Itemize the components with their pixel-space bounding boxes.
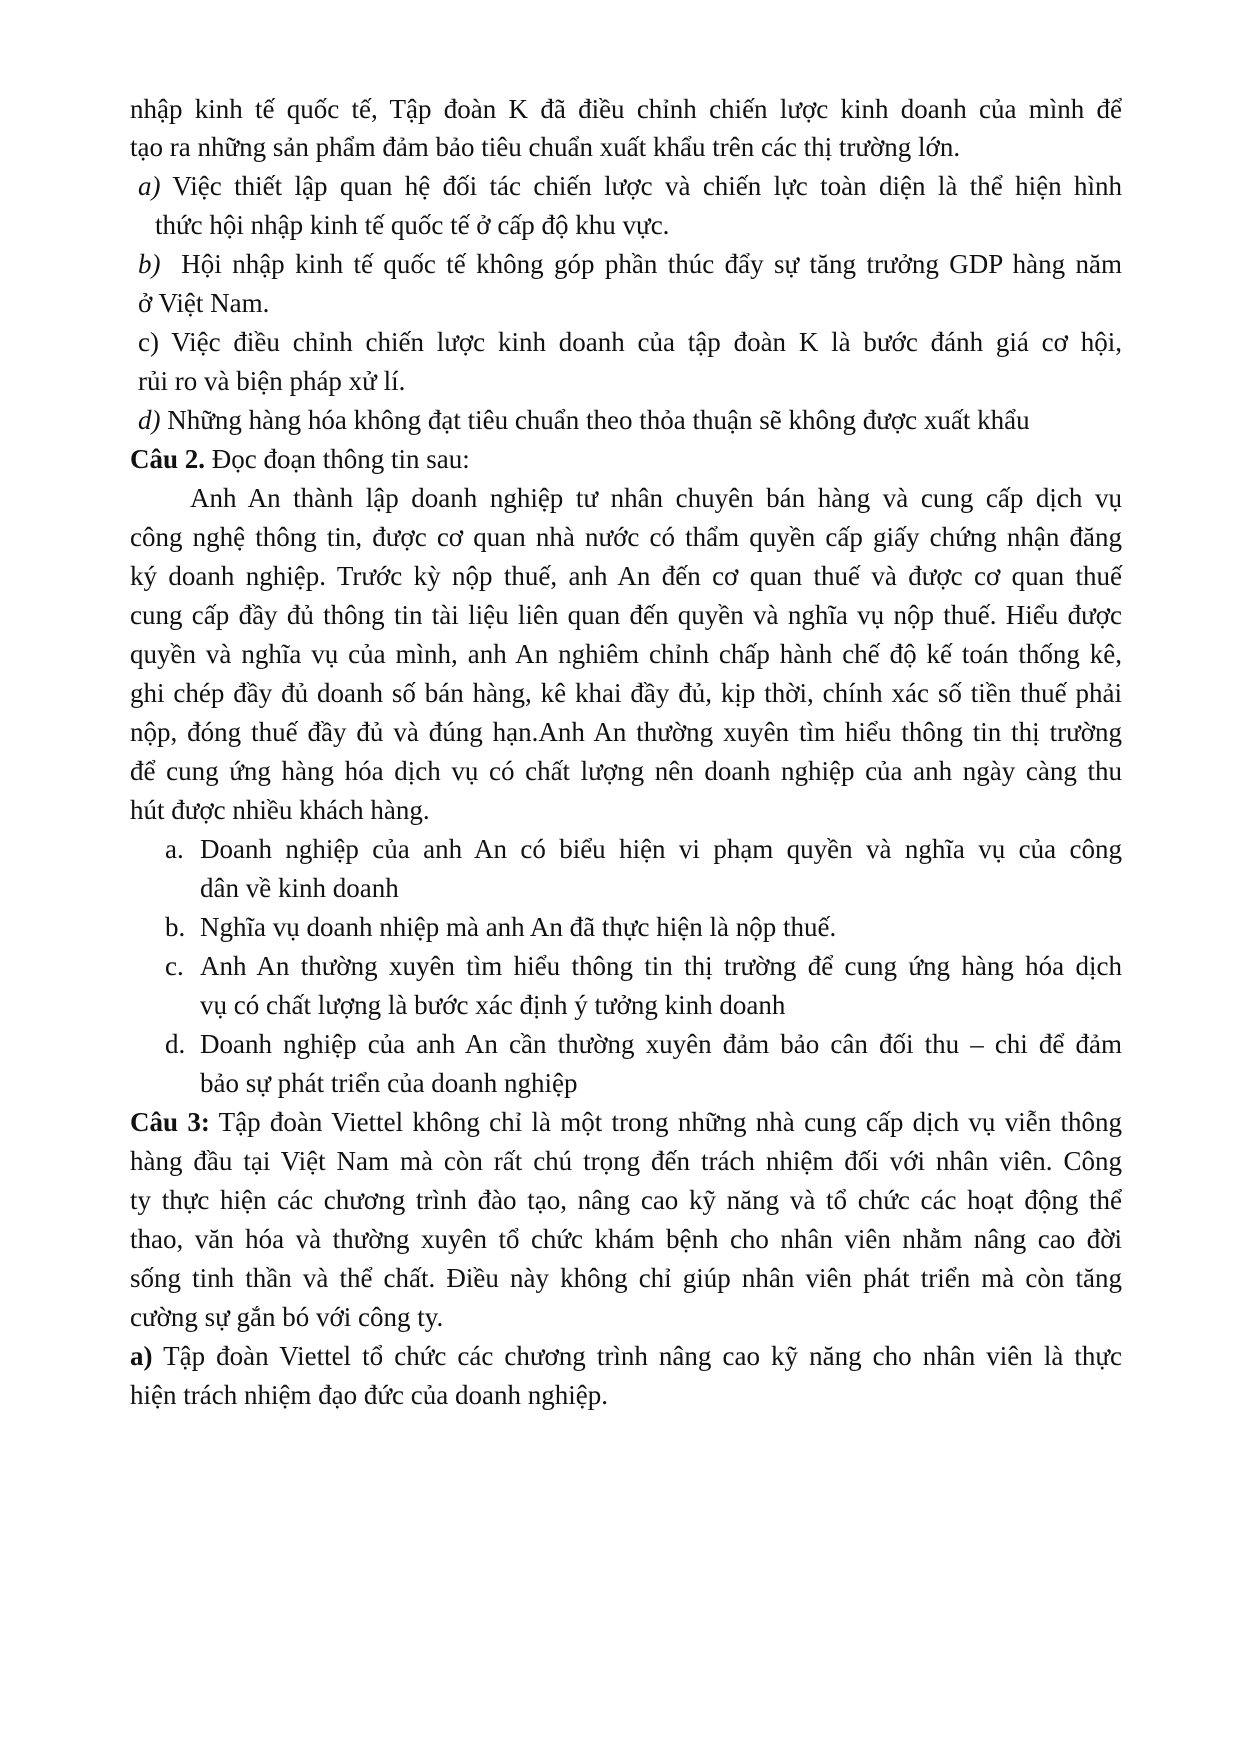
q1-option-a-cont: thức hội nhập kinh tế quốc tế ở cấp độ khu vực. — [155, 210, 670, 240]
q3-paragraph-line: cường sự gắn bó với công ty. — [130, 1302, 444, 1332]
q2-option-d-cont: bảo sự phát triển của doanh nghiệp — [200, 1068, 578, 1098]
q2-option-a-cont: dân về kinh doanh — [200, 873, 399, 903]
intro-line: nhập kinh tế quốc tế, Tập đoàn K đã điều chỉnh chiến lược kinh doanh của mình để — [130, 94, 1122, 124]
q2-paragraph-line: công nghệ thông tin, được cơ quan nhà nước có thẩm quyền cấp giấy chứng nhận đăng — [130, 522, 1122, 552]
q2-paragraph-line: ký doanh nghiệp. Trước kỳ nộp thuế, anh An đến cơ quan thuế và được cơ quan thuế — [130, 561, 1122, 591]
q2-option-d — [165, 1025, 1122, 1063]
q2-option-d-text: Doanh nghiệp của anh An cần thường xuyên đảm bảo cân đối thu – chi để đảm — [200, 1029, 1122, 1059]
q2-option-d-label: d. — [165, 1029, 186, 1059]
q2-paragraph-line: Anh An thành lập doanh nghiệp tư nhân chuyên bán hàng và cung cấp dịch vụ — [190, 483, 1122, 513]
q1-option-d-text: Những hàng hóa không đạt tiêu chuẩn theo thỏa thuận sẽ không được xuất khẩu — [167, 405, 1030, 435]
q2-paragraph-line: quyền và nghĩa vụ của mình, anh An nghiêm chỉnh chấp hành chế độ kế toán thống kê, — [130, 639, 1122, 669]
q1-option-b — [138, 245, 1122, 283]
q2-paragraph-line: để cung ứng hàng hóa dịch vụ có chất lượng nên doanh nghiệp của anh ngày càng thu — [130, 756, 1122, 786]
q1-option-c-cont: rủi ro và biện pháp xử lí. — [138, 366, 406, 396]
q2-option-b — [165, 908, 836, 946]
q2-option-c — [165, 947, 1122, 985]
q1-option-d — [138, 401, 1030, 439]
q1-option-b-label: b) — [138, 249, 161, 279]
q3-paragraph-line: ty thực hiện các chương trình đào tạo, nâng cao kỹ năng và tổ chức các hoạt động thể — [130, 1185, 1122, 1215]
q1-option-c: c) Việc điều chỉnh chiến lược kinh doanh của tập đoàn K là bước đánh giá cơ hội, — [138, 327, 1122, 357]
q3-text: Tập đoàn Viettel không chỉ là một trong những nhà cung cấp dịch vụ viễn thông — [218, 1107, 1122, 1137]
q2-heading-line — [130, 440, 470, 478]
q2-option-c-label: c. — [165, 951, 184, 981]
q2-option-c-cont: vụ có chất lượng là bước xác định ý tưởng kinh doanh — [200, 990, 786, 1020]
q1-option-d-label: d) — [138, 405, 161, 435]
q1-option-b-text: Hội nhập kinh tế quốc tế không góp phần thúc đẩy sự tăng trưởng GDP hàng năm — [181, 249, 1123, 279]
q3-option-a — [130, 1337, 1122, 1375]
q3-paragraph-line: hàng đầu tại Việt Nam mà còn rất chú trọng đến trách nhiệm đối với nhân viên. Công — [130, 1146, 1122, 1176]
q3-paragraph-line: sống tinh thần và thể chất. Điều này không chỉ giúp nhân viên phát triển mà còn tăng — [130, 1263, 1122, 1293]
q2-heading: Câu 2. — [130, 444, 206, 474]
q2-option-a-label: a. — [165, 834, 184, 864]
q3-option-a-text: Tập đoàn Viettel tổ chức các chương trình nâng cao kỹ năng cho nhân viên là thực — [163, 1341, 1123, 1371]
q2-heading-text: Đọc đoạn thông tin sau: — [211, 444, 470, 474]
q2-option-a — [165, 830, 1122, 868]
q3-option-a-cont: hiện trách nhiệm đạo đức của doanh nghiệp. — [130, 1380, 608, 1410]
q2-paragraph-line: cung cấp đầy đủ thông tin tài liệu liên quan đến quyền và nghĩa vụ nộp thuế. Hiểu được — [130, 600, 1122, 630]
q2-option-c-text: Anh An thường xuyên tìm hiểu thông tin thị trường để cung ứng hàng hóa dịch — [200, 951, 1122, 981]
q1-option-a-label: a) — [138, 171, 161, 201]
q3-option-a-label: a) — [130, 1341, 153, 1371]
q2-option-a-text: Doanh nghiệp của anh An có biểu hiện vi phạm quyền và nghĩa vụ của công — [200, 834, 1122, 864]
q1-option-a-text: Việc thiết lập quan hệ đối tác chiến lược và chiến lực toàn diện là thể hiện hình — [172, 171, 1123, 201]
q3-paragraph-line: thao, văn hóa và thường xuyên tổ chức khám bệnh cho nhân viên nhằm nâng cao đời — [130, 1224, 1122, 1254]
q2-paragraph-line: nộp, đóng thuế đầy đủ và đúng hạn.Anh An thường xuyên tìm hiểu thông tin thị trường — [130, 717, 1122, 747]
intro-line: tạo ra những sản phẩm đảm bảo tiêu chuẩn xuất khẩu trên các thị trường lớn. — [130, 132, 961, 162]
q2-paragraph-line: ghi chép đầy đủ doanh số bán hàng, kê khai đầy đủ, kịp thời, chính xác số tiền thuế phải — [130, 678, 1122, 708]
q3-heading: Câu 3: — [130, 1107, 210, 1137]
q2-option-b-text: Nghĩa vụ doanh nhiệp mà anh An đã thực hiện là nộp thuế. — [200, 912, 837, 942]
q2-paragraph-line: hút được nhiều khách hàng. — [130, 795, 430, 825]
q3-heading-line — [130, 1103, 1122, 1141]
q1-option-a — [138, 167, 1122, 205]
q2-option-b-label: b. — [165, 912, 186, 942]
q1-option-b-cont: ở Việt Nam. — [138, 288, 270, 318]
